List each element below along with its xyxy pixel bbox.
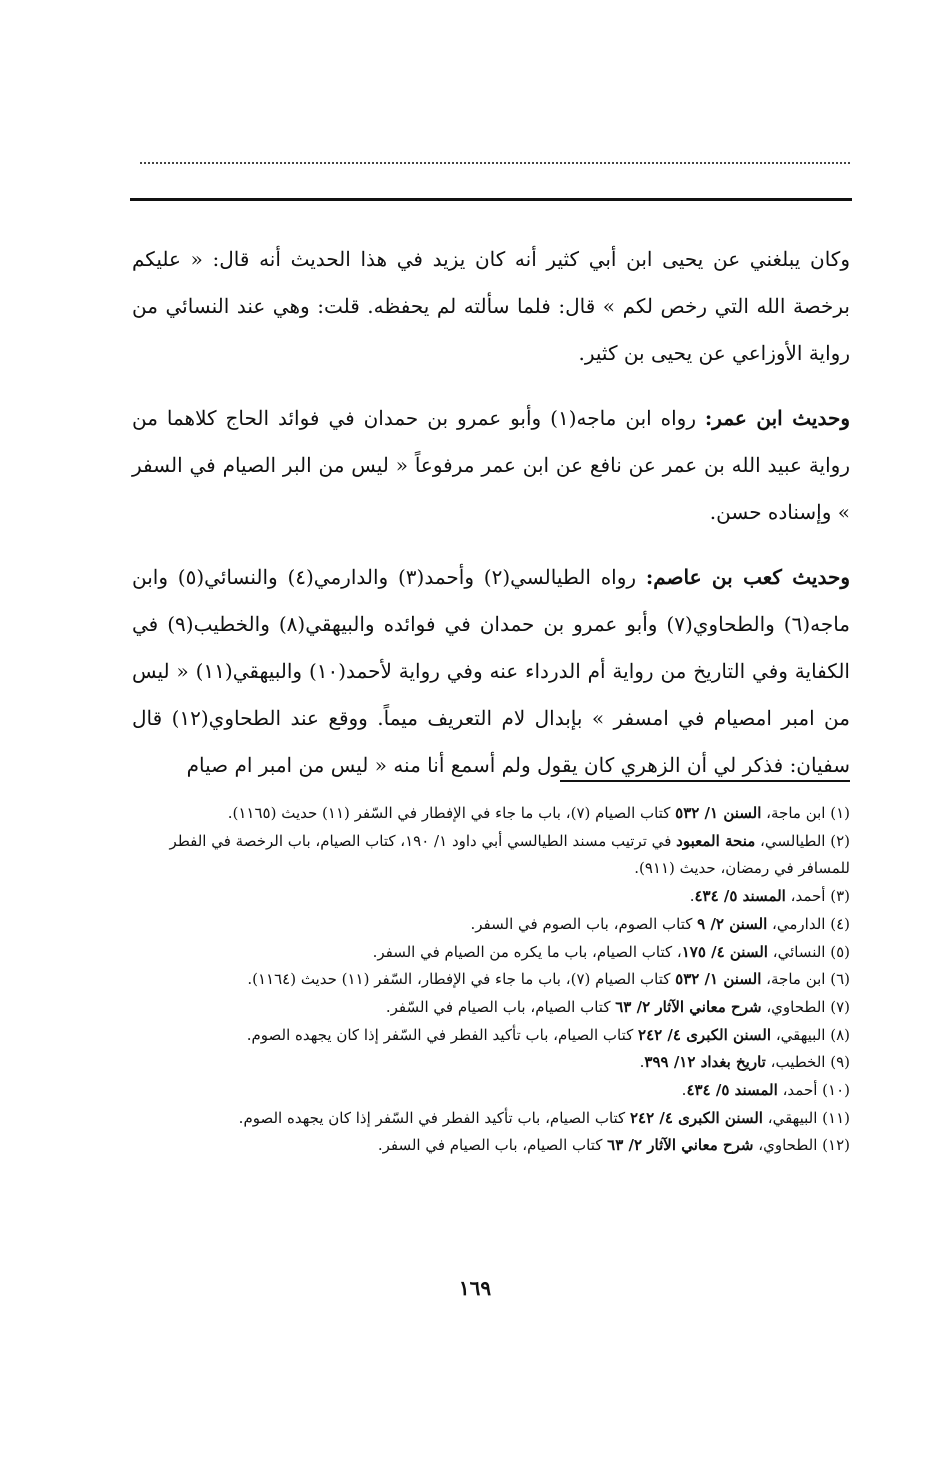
footnote-7-detail: كتاب الصيام، باب الصيام في السّفر. <box>385 997 616 1016</box>
footnote-9 <box>132 1049 850 1077</box>
footnote-6-detail: كتاب الصيام (٧)، باب ما جاء في الإفطار، السّفر (١١) حديث (١١٦٤). <box>247 970 676 989</box>
paragraph-2-lead: وحديث ابن عمر: <box>704 406 851 430</box>
footnotes <box>132 800 850 1160</box>
paragraph-1 <box>132 236 850 377</box>
footnote-4 <box>132 911 850 939</box>
paragraph-2-text: رواه ابن ماجه(١) وأبو عمرو بن حمدان في فوائد الحاج كلاهما من رواية عبيد الله بن عمر عن نافع عن ابن عمر مرفوعاً « ليس من البر الصيام في السفر » وإسناده حسن. <box>132 406 850 524</box>
footnote-6-source: السنن ١/ ٥٣٢ <box>675 970 762 989</box>
footnote-3-detail: . <box>689 887 695 906</box>
footnote-12 <box>132 1132 850 1160</box>
footnote-4-source: السنن ٢/ ٩ <box>697 914 768 933</box>
footnote-11-source: السنن الكبرى ٤/ ٢٤٢ <box>629 1108 763 1127</box>
footnote-12-author: (١٢) الطحاوي، <box>753 1136 850 1155</box>
footnote-10-source: المسند ٥/ ٤٣٤ <box>686 1081 778 1100</box>
footnote-1-source: السنن ١/ ٥٣٢ <box>675 804 762 822</box>
footnote-8-detail: كتاب الصيام، باب تأكيد الفطر في السّفر إذا كان يجهده الصوم. <box>246 1025 639 1044</box>
footnote-5-author: (٥) النسائي، <box>767 942 850 961</box>
footnote-11-detail: كتاب الصيام، باب تأكيد الفطر في السّفر إذا كان يجهده الصوم. <box>238 1108 630 1127</box>
paragraph-2 <box>132 395 850 536</box>
footnote-10-detail: . <box>681 1081 687 1100</box>
footnote-7-source: شرح معاني الآثار ٢/ ٦٣ <box>615 997 762 1016</box>
paragraph-3-lead: وحديث كعب بن عاصم: <box>645 565 850 589</box>
paragraph-3 <box>132 554 850 789</box>
footnote-3-author: (٣) أحمد، <box>785 887 850 906</box>
footnote-12-source: شرح معاني الآثار ٢/ ٦٣ <box>607 1136 754 1155</box>
footnote-3-source: المسند ٥/ ٤٣٤ <box>694 887 786 906</box>
footnote-10-author: (١٠) أحمد، <box>777 1081 850 1100</box>
footnote-3 <box>132 883 850 911</box>
footnote-2-author: (٢) الطيالسي، <box>755 831 850 850</box>
footnote-2 <box>132 828 850 883</box>
footnote-7-author: (٧) الطحاوي، <box>761 997 850 1016</box>
footnote-4-detail: كتاب الصوم، باب الصوم في السفر. <box>470 914 698 933</box>
footnote-10 <box>132 1077 850 1105</box>
main-text <box>132 236 850 807</box>
footnote-5-source: السنن ٤/ ١٧٥ <box>681 942 768 961</box>
dotted-divider <box>140 162 850 164</box>
footnote-8-author: (٨) البيهقي، <box>771 1025 850 1044</box>
footnote-7 <box>132 994 850 1022</box>
footnote-12-detail: كتاب الصيام، باب الصيام في السفر. <box>377 1136 608 1155</box>
footnote-11-author: (١١) البيهقي، <box>762 1108 850 1127</box>
footnote-1-author: (١) ابن ماجة، <box>761 804 850 822</box>
footnote-5 <box>132 939 850 967</box>
footnote-1 <box>132 800 850 828</box>
footnote-8-source: السنن الكبرى ٤/ ٢٤٢ <box>638 1025 772 1044</box>
footnote-9-source: تاريخ بغداد ١٢/ ٣٩٩ <box>644 1053 766 1072</box>
footnote-4-author: (٤) الدارمي، <box>767 914 850 933</box>
paragraph-1-text: وكان يبلغني عن يحيى ابن أبي كثير أنه كان يزيد في هذا الحديث أنه قال: « عليكم برخصة الله التي رخص لكم » قال: فلما سألته لم يحفظه. قلت: وهي عند النسائي من رواية الأوزاعي عن يحيى بن كثير. <box>132 247 850 365</box>
footnote-6 <box>132 966 850 994</box>
header-rule <box>130 198 852 201</box>
footnote-1-detail: كتاب الصيام (٧)، باب ما جاء في الإفطار في السّفر (١١) حديث (١١٦٥). <box>227 804 676 822</box>
footnote-2-source: منحة المعبود <box>676 831 756 850</box>
page-number: ١٦٩ <box>458 1276 492 1300</box>
footnote-8 <box>132 1022 850 1050</box>
footnote-separator <box>560 780 850 782</box>
footnote-6-author: (٦) ابن ماجة، <box>761 970 850 989</box>
paragraph-3-text: رواه الطيالسي(٢) وأحمد(٣) والدارمي(٤) والنسائي(٥) وابن ماجه(٦) والطحاوي(٧) وأبو عمرو بن حمدان في فوائده والبيهقي(٨) والخطيب(٩) في الكفاية وفي التاريخ من رواية أم الدرداء عنه وفي رواية لأحمد(١٠) والبيهقي(١١) « ليس من امبر امصيام في امسفر » بإبدال لام التعريف ميماً. ووقع عند الطحاوي(١٢) قال سفيان: فذكر لي أن الزهري كان يقول ولم أسمع أنا منه « ليس من امبر ام صيام <box>132 565 851 777</box>
footnote-5-detail: ، كتاب الصيام، باب ما يكره من الصيام في السفر. <box>372 942 682 961</box>
footnote-2-detail: في ترتيب مسند الطيالسي أبي داود ١/ ١٩٠، كتاب الصيام، باب الرخصة في الفطر للمسافر في رمضان، حديث (٩١١). <box>169 831 850 878</box>
footnote-11 <box>132 1105 850 1133</box>
footnote-9-author: (٩) الخطيب، <box>765 1053 850 1072</box>
footnote-9-detail: . <box>639 1053 645 1072</box>
